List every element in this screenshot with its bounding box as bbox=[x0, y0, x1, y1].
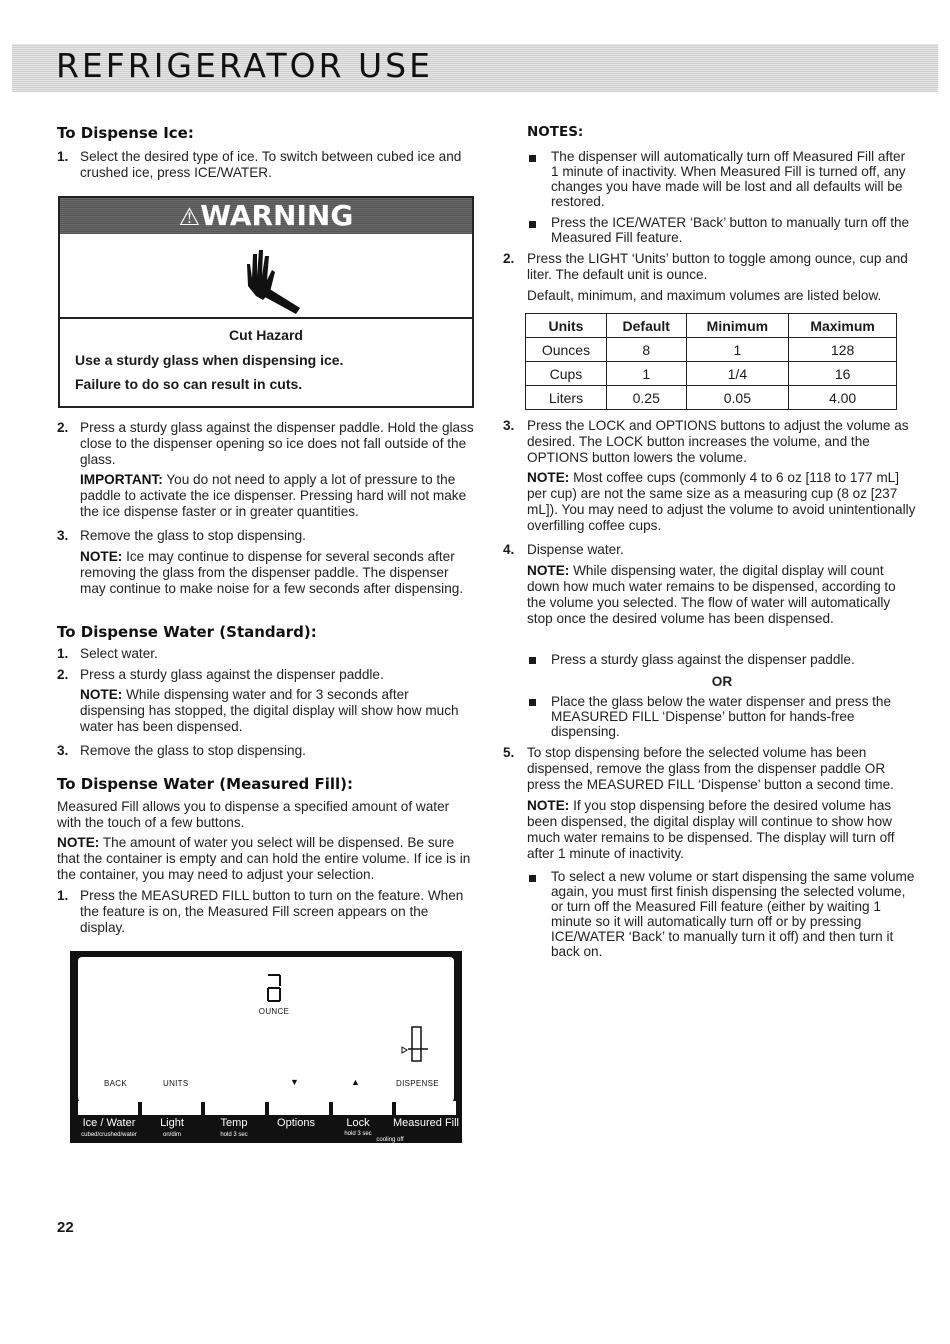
temp-sub: hold 3 sec bbox=[220, 1132, 248, 1138]
bullet-icon bbox=[529, 155, 536, 162]
ice-water-label: Ice / Water bbox=[82, 1117, 136, 1129]
std-step-3: Remove the glass to stop dispensing. bbox=[80, 743, 306, 758]
dispense-label: DISPENSE bbox=[396, 1079, 439, 1088]
step-number: 1. bbox=[57, 888, 69, 903]
std-step-2: Press a sturdy glass against the dispenser paddle. bbox=[80, 667, 384, 682]
note-a: The dispenser will automatically turn off Measured Fill after 1 minute of inactivity. When Measured Fill is turned off, any changes you have made will be lost and all defaults will be restored. bbox=[551, 149, 906, 209]
light-label: Light bbox=[160, 1117, 184, 1129]
step-number: 1. bbox=[57, 149, 69, 164]
bullet-icon bbox=[529, 657, 536, 664]
table-cell: 128 bbox=[789, 338, 897, 362]
step-number: 3. bbox=[57, 743, 69, 758]
page-title: REFRIGERATOR USE bbox=[56, 46, 433, 85]
table-header-row bbox=[526, 314, 897, 338]
bullet-1: Press a sturdy glass against the dispenser paddle. bbox=[551, 652, 855, 667]
temp-button[interactable] bbox=[205, 1101, 265, 1115]
table-cell: 1/4 bbox=[686, 362, 789, 386]
table-cell: 16 bbox=[789, 362, 897, 386]
digit-display-icon bbox=[264, 971, 284, 1005]
table-cell: Cups bbox=[526, 362, 607, 386]
std-step-1: Select water. bbox=[80, 646, 158, 661]
right-step-2: Press the LIGHT ‘Units’ button to toggle among ounce, cup and liter. The default unit is ounce. bbox=[527, 251, 908, 282]
step-number: 4. bbox=[503, 542, 515, 557]
table-cell: 1 bbox=[606, 362, 686, 386]
ice-water-sub: cubed/crushed/water bbox=[81, 1132, 137, 1138]
units-label: UNITS bbox=[163, 1079, 189, 1088]
step-number: 3. bbox=[57, 528, 69, 543]
dispenser-display-panel bbox=[70, 951, 462, 1143]
table-row bbox=[526, 362, 897, 386]
ice-note: NOTE: Ice may continue to dispense for several seconds after removing the glass from the dispenser paddle. The dispenser may continue to make noise for a few seconds after dispensing. bbox=[80, 549, 464, 596]
ice-step-2: Press a sturdy glass against the dispenser paddle. Hold the glass close to the dispenser opening so ice does not fall outside of the glass. bbox=[80, 420, 474, 467]
page-banner bbox=[12, 44, 938, 92]
standard-heading: To Dispense Water (Standard): bbox=[57, 623, 317, 641]
table-cell: 4.00 bbox=[789, 386, 897, 410]
light-sub: on/dim bbox=[162, 1132, 181, 1138]
step-number: 2. bbox=[57, 667, 69, 682]
measured-fill-button[interactable] bbox=[396, 1101, 456, 1115]
or-label: OR bbox=[711, 674, 733, 689]
step-number: 1. bbox=[57, 646, 69, 661]
cut-hazard-pictogram bbox=[60, 234, 472, 319]
bullet-icon bbox=[529, 875, 536, 882]
temp-label: Temp bbox=[220, 1117, 248, 1129]
table-row bbox=[526, 386, 897, 410]
back-label: BACK bbox=[104, 1079, 127, 1088]
mf-note: NOTE: The amount of water you select will be dispensed. Be sure that the container is empty and can hold the entire volume. If ice is in the container, you may need to adjust your selection. bbox=[57, 835, 471, 882]
step-number: 3. bbox=[503, 418, 515, 433]
right-step-3-note: NOTE: Most coffee cups (commonly 4 to 6 oz [118 to 177 mL] per cup) are not the same size as a measuring cup (8 oz [237 mL]). You may need to adjust the volume to avoid unintentionally overfilling coffee cups. bbox=[527, 470, 916, 533]
table-cell: 8 bbox=[606, 338, 686, 362]
light-button[interactable] bbox=[142, 1101, 202, 1115]
important-note: IMPORTANT: You do not need to apply a lot of pressure to the paddle to activate the ice dispenser. Pressing hard will not make the ice dispense faster or in greater quantities. bbox=[80, 472, 467, 519]
right-step-4: Dispense water. bbox=[527, 542, 624, 557]
down-arrow-icon: ▼ bbox=[290, 1077, 300, 1087]
lock-button[interactable] bbox=[333, 1101, 393, 1115]
table-cell: 0.05 bbox=[686, 386, 789, 410]
right-step-5: To stop dispensing before the selected volume has been dispensed, remove the glass from the dispenser paddle OR press the MEASURED FILL ‘Dispense’ button a second time. bbox=[527, 745, 894, 792]
right-step-3: Press the LOCK and OPTIONS buttons to adjust the volume as desired. The LOCK button increases the volume, and the OPTIONS button lowers the volume. bbox=[527, 418, 909, 465]
step-number: 2. bbox=[57, 420, 69, 435]
table-cell: Ounces bbox=[526, 338, 607, 362]
table-header: Default bbox=[606, 314, 686, 338]
warning-header: ⚠WARNING bbox=[60, 198, 472, 234]
cut-hand-icon bbox=[60, 234, 472, 317]
table-cell: 1 bbox=[686, 338, 789, 362]
warning-box bbox=[58, 196, 474, 408]
hazard-title: Cut Hazard bbox=[229, 327, 303, 343]
lock-label: Lock bbox=[346, 1117, 370, 1129]
bullet-3: To select a new volume or start dispensing the same volume again, you must first finish dispensing the selected volume, or turn off the Measured Fill feature (either by waiting 1 minute so it will automatically turn off or by pressing ICE/WATER ‘Back’ to manually turn it off) and then turn it back on. bbox=[551, 869, 915, 959]
mf-intro: Measured Fill allows you to dispense a specified amount of water with the touch of a few buttons. bbox=[57, 799, 450, 830]
table-cell: 0.25 bbox=[606, 386, 686, 410]
lock-sub: hold 3 sec bbox=[344, 1131, 372, 1137]
std-note: NOTE: While dispensing water and for 3 seconds after dispensing has stopped, the digital display will show how much water has been dispensed. bbox=[80, 687, 459, 734]
control-buttons bbox=[78, 1101, 456, 1115]
volume-gauge-icon bbox=[398, 1025, 432, 1065]
mf-step-1: Press the MEASURED FILL button to turn on the feature. When the feature is on, the Measured Fill screen appears on the display. bbox=[80, 888, 464, 935]
warning-line-1: Use a sturdy glass when dispensing ice. bbox=[75, 352, 344, 368]
table-cell: Liters bbox=[526, 386, 607, 410]
warning-triangle-icon: ⚠ bbox=[178, 203, 201, 231]
display-screen bbox=[78, 957, 454, 1102]
bullet-icon bbox=[529, 221, 536, 228]
ice-step-1: Select the desired type of ice. To switch between cubed ice and crushed ice, press ICE/WATER. bbox=[80, 149, 462, 180]
options-label: Options bbox=[277, 1117, 315, 1129]
notes-heading: NOTES: bbox=[527, 124, 584, 140]
ice-step-3: Remove the glass to stop dispensing. bbox=[80, 528, 306, 543]
ice-heading: To Dispense Ice: bbox=[57, 124, 194, 142]
measured-fill-heading: To Dispense Water (Measured Fill): bbox=[57, 775, 354, 793]
warning-line-2: Failure to do so can result in cuts. bbox=[75, 376, 303, 392]
volume-table bbox=[525, 313, 897, 410]
up-arrow-icon: ▲ bbox=[351, 1077, 361, 1087]
page-number: 22 bbox=[57, 1219, 74, 1236]
cooling-off-sub: cooling off bbox=[376, 1137, 404, 1143]
bullet-2: Place the glass below the water dispenser and press the MEASURED FILL ‘Dispense’ button for hands-free dispensing. bbox=[551, 694, 892, 739]
unit-label: OUNCE bbox=[258, 1007, 290, 1016]
options-button[interactable] bbox=[269, 1101, 329, 1115]
table-header: Minimum bbox=[686, 314, 789, 338]
table-header: Maximum bbox=[789, 314, 897, 338]
table-row bbox=[526, 338, 897, 362]
step-number: 2. bbox=[503, 251, 515, 266]
note-b: Press the ICE/WATER ‘Back’ button to manually turn off the Measured Fill feature. bbox=[551, 215, 910, 245]
right-step-4-note: NOTE: While dispensing water, the digital display will count down how much water remains to be dispensed, according to the volume you selected. The flow of water will automatically stop once the desired volume has been dispensed. bbox=[527, 563, 896, 626]
table-header: Units bbox=[526, 314, 607, 338]
right-step-2b: Default, minimum, and maximum volumes are listed below. bbox=[527, 288, 882, 303]
step-number: 5. bbox=[503, 745, 515, 760]
measured-fill-label: Measured Fill bbox=[392, 1117, 460, 1129]
ice-water-button[interactable] bbox=[78, 1101, 138, 1115]
bullet-icon bbox=[529, 699, 536, 706]
right-step-5-note: NOTE: If you stop dispensing before the desired volume has been dispensed, the digital display will continue to show how much water remains to be dispensed. The display will turn off after 1 minute of inactivity. bbox=[527, 798, 895, 861]
